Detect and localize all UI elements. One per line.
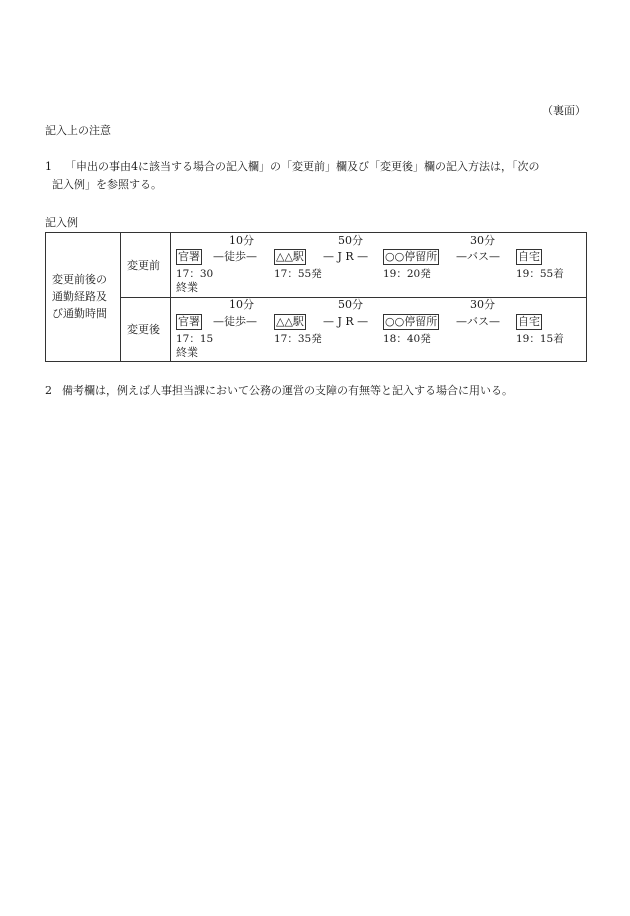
row-header-line-1: 変更前後の [52,273,107,286]
before-stop-office: 官署 [178,250,200,263]
note-1-number: 1 [45,160,52,173]
before-time-2: 17：55発 [274,268,322,280]
after-stop-station: △△駅 [276,315,304,328]
after-stop-office: 官署 [178,315,200,328]
before-duration-3: 30分 [470,234,495,247]
before-time-3: 19：20発 [383,268,431,280]
after-duration-2: 50分 [338,298,363,311]
after-label: 変更後 [127,323,160,336]
row-header-line-2: 通勤経路及 [52,290,107,303]
before-mode-bus: —バス— [456,250,500,263]
after-mode-bus: —バス— [456,315,500,328]
after-time-3: 18：40発 [383,333,431,345]
after-duration-3: 30分 [470,298,495,311]
before-end-of-work: 終業 [176,281,198,294]
after-time-4: 19：15着 [516,333,564,345]
after-time-2: 17：35発 [274,333,322,345]
before-mode-walk: —徒歩— [213,250,257,263]
before-stop-home: 自宅 [518,250,540,263]
note-2-number: 2 [45,384,52,397]
row-header-line-3: び通勤時間 [52,307,107,320]
before-time-1: 17：30 [176,268,214,280]
note-1-text-line-1: 「申出の事由4に該当する場合の記入欄」の「変更前」欄及び「変更後」欄の記入方法は，「次の [65,160,540,173]
notes-heading: 記入上の注意 [45,124,111,137]
before-label: 変更前 [127,259,160,272]
before-mode-jr: — J R — [323,250,369,263]
example-heading: 記入例 [45,216,78,229]
before-duration-1: 10分 [229,234,254,247]
after-mode-jr: — J R — [323,315,369,328]
after-time-1: 17：15 [176,333,214,345]
note-2-text: 備考欄は，例えば人事担当課において公務の運営の支障の有無等と記入する場合に用いる。 [62,384,513,397]
example-table [45,232,587,362]
before-time-4: 19：55着 [516,268,564,280]
after-mode-walk: —徒歩— [213,315,257,328]
after-stop-home: 自宅 [518,315,540,328]
before-stop-bus-stop: ○○停留所 [385,250,438,263]
after-duration-1: 10分 [229,298,254,311]
page-side-label: （裏面） [542,104,586,117]
note-1-text-line-2: 記入例」を参照する。 [52,178,162,191]
before-duration-2: 50分 [338,234,363,247]
before-stop-station: △△駅 [276,250,304,263]
after-end-of-work: 終業 [176,346,198,359]
after-stop-bus-stop: ○○停留所 [385,315,438,328]
